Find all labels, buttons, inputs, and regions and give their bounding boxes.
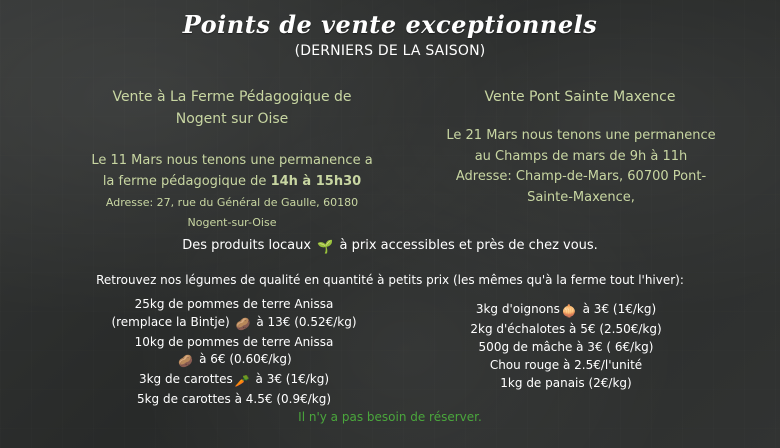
product-left-line-2-prefix: (remplace la Bintje) xyxy=(111,314,234,329)
right-event-line2: au Champs de mars de 9h à 11h xyxy=(474,148,688,164)
left-event-title xyxy=(82,86,382,130)
right-event-line4: Sainte-Maxence, xyxy=(527,189,635,205)
page-subtitle: (DERNIERS DE LA SAISON) xyxy=(294,43,486,59)
product-right-line-2: 2kg d'échalotes à 5€ (2.50€/kg) xyxy=(470,322,662,336)
left-event-address-line2: Nogent-sur-Oise xyxy=(187,216,277,229)
potato-icon: 🥔 xyxy=(235,316,251,331)
left-event-address-line1: Adresse: 27, rue du Général de Gaulle, 60180 xyxy=(105,196,359,209)
local-products-line xyxy=(0,238,780,255)
product-right-line-5: 1kg de panais (2€/kg) xyxy=(500,376,632,390)
product-left-line-5-suffix: à 3€ (1€/kg) xyxy=(251,372,330,387)
seedling-icon: 🌱 xyxy=(317,240,334,255)
left-event-line2 xyxy=(72,171,392,192)
product-left-line-4-suffix: à 6€ (0.60€/kg) xyxy=(195,352,292,367)
left-event-body xyxy=(72,150,392,192)
product-left-line-3: 10kg de pommes de terre Anissa xyxy=(134,334,334,349)
product-left-line-5-prefix: 3kg de carottes xyxy=(138,372,233,387)
product-right-line-4: Chou rouge à 2.5€/l'unité xyxy=(489,358,643,372)
page-title: Points de vente exceptionnels xyxy=(182,10,598,39)
left-event-title-line2: Nogent sur Oise xyxy=(175,111,289,127)
onion-icon: 🧅 xyxy=(561,304,577,318)
products-left-list xyxy=(104,296,364,409)
right-event-line3: Adresse: Champ-de-Mars, 60700 Pont- xyxy=(455,169,707,184)
right-event-line1: Le 21 Mars nous tenons une permanence xyxy=(446,128,716,143)
product-left-line-6: 5kg de carottes à 4.5€ (0.9€/kg) xyxy=(136,391,332,406)
product-right-line-3: 500g de mâche à 3€ ( 6€/kg) xyxy=(478,340,654,354)
left-event-line1: Le 11 Mars nous tenons une permanence a xyxy=(91,153,373,168)
left-event-address xyxy=(72,193,392,233)
carrot-icon: 🥕 xyxy=(234,374,250,389)
no-reservation-note: Il n'y a pas besoin de réserver. xyxy=(298,410,482,424)
products-intro: Retrouvez nos légumes de qualité en quantité à petits prix (les mêmes qu'à la ferme tout l'hiver): xyxy=(96,273,684,287)
product-left-line-4 xyxy=(104,351,364,371)
left-event-title-line1: Vente à La Ferme Pédagogique de xyxy=(112,89,352,105)
product-right-line-1-prefix: 3kg d'oignons xyxy=(475,302,560,316)
products-right-list xyxy=(436,300,696,392)
product-left-line-2-suffix: à 13€ (0.52€/kg) xyxy=(252,314,357,329)
right-event-body xyxy=(431,126,731,208)
product-left-line-5 xyxy=(104,371,364,391)
product-left-line-2 xyxy=(104,314,364,334)
product-left-line-1: 25kg de pommes de terre Anissa xyxy=(134,297,334,311)
left-event-line2-prefix: la ferme pédagogique de xyxy=(102,174,271,189)
product-right-line-1-suffix: à 3€ (1€/kg) xyxy=(578,302,657,316)
potato-icon-second: 🥔 xyxy=(178,354,194,369)
local-products-suffix: à prix accessibles et près de chez vous. xyxy=(335,238,598,253)
left-event-hours: 14h à 15h30 xyxy=(270,174,362,189)
right-event-title: Vente Pont Sainte Maxence xyxy=(484,89,676,105)
local-products-prefix: Des produits locaux xyxy=(182,238,316,253)
product-right-line-1 xyxy=(436,300,696,320)
